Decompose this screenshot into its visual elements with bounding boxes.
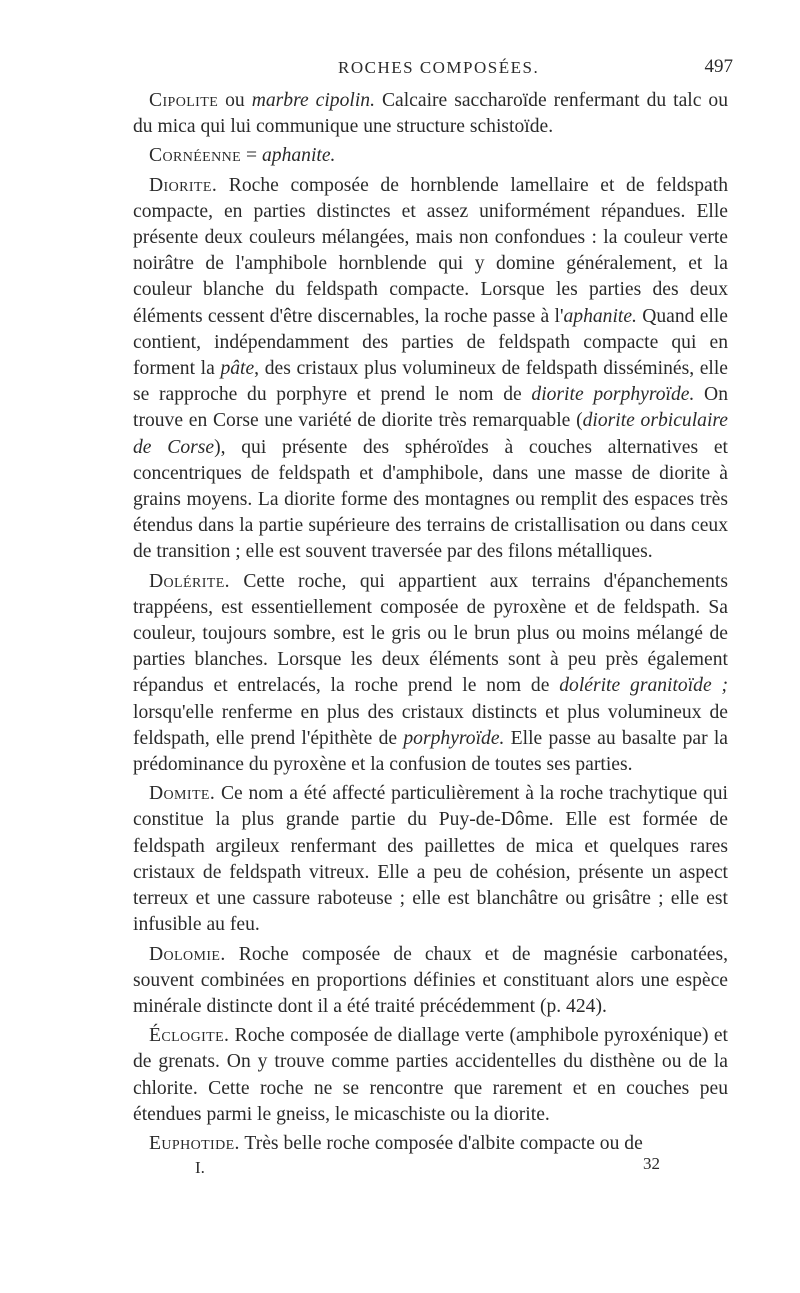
entry-italic-text: pâte	[220, 358, 255, 380]
page-footer	[133, 1154, 728, 1182]
entry-text: , des cristaux plus volumineux de feldspath disséminés, elle se rapproche du porphyre et prend le nom de	[133, 358, 729, 406]
glossary-entry	[133, 569, 728, 779]
entry-italic-text: aphanite.	[563, 305, 637, 327]
entry-italic-text: diorite porphyroïde.	[531, 384, 695, 406]
entry-term: Euphotide.	[149, 1132, 240, 1154]
entry-text: Elle passe au basalte par la prédominance du pyroxène et la confusion de toutes ses parties.	[133, 727, 728, 776]
entry-text: ou	[218, 90, 252, 111]
entry-term: Cornéenne	[149, 145, 242, 167]
entry-text: Ce nom a été affecté particulièrement à la roche trachytique qui constitue la plus grande partie du Puy-de-Dôme. Elle est formée de feldspath argileux renfermant des paillettes de mica et quelques rares cristaux de feldspath vitreux. Elle a peu de cohésion, présente un aspect terreux et une cassure raboteuse ; elle est blanchâtre ou grisâtre ; elle est infusible au feu.	[133, 783, 728, 936]
entry-term: Cipolite	[149, 90, 219, 111]
glossary-entry	[133, 781, 728, 938]
running-head	[133, 58, 733, 84]
entry-term: Dolomie.	[149, 943, 226, 965]
entry-text: ), qui présente des sphéroïdes à couches alternatives et concentriques de feldspath et d'amphibole, dans une masse de diorite à grains moyens. La diorite forme des montagnes ou remplit des espaces très étendus dans la partie supérieure des terrains de cristallisation ou dans ceux de transition ; elle est souvent traversée par des filons métalliques.	[133, 436, 728, 563]
signature-mark: I.	[195, 1158, 205, 1177]
entry-text: =	[241, 145, 262, 167]
glossary-entry	[133, 143, 728, 169]
entry-text: Quand elle contient, indépendamment des parties de feldspath compacte qui en forment la	[133, 305, 728, 380]
entry-text: Cette roche, qui appartient aux terrains d'épanchements trappéens, est essentiellement composée de pyroxène et de feldspath. Sa couleur, toujours sombre, est le gris ou le brun plus ou moins mélangé de parties blanches. Lorsque les deux éléments sont à peu près également répandus et entrelacés, la roche prend le nom de	[133, 570, 728, 697]
glossary-entry	[133, 1023, 728, 1128]
entry-text: Roche composée de diallage verte (amphibole pyroxénique) et de grenats. On y trouve comme parties accidentelles du disthène ou de la chlorite. Cette roche ne se rencontre que rarement et en couches peu étendues parmi le gneiss, le micaschiste ou la diorite.	[133, 1025, 728, 1125]
entry-italic-text: porphyroïde.	[403, 727, 505, 749]
glossary-entry	[133, 942, 728, 1021]
entry-text: Calcaire saccharoïde renfermant du talc ou du mica qui lui communique une structure schistoïde.	[133, 90, 729, 138]
glossary-entry	[133, 1131, 728, 1157]
entry-italic-text: marbre cipolin.	[251, 90, 375, 111]
glossary-entry	[133, 173, 728, 566]
page-number: 497	[704, 56, 733, 77]
entry-term: Diorite.	[149, 174, 218, 196]
entry-italic-text: diorite orbiculaire de Corse	[133, 410, 728, 458]
running-title: ROCHES COMPOSÉES.	[338, 58, 540, 77]
entry-term: Domite.	[149, 783, 216, 805]
entry-italic-text: dolérite granitoïde ;	[559, 675, 729, 697]
entry-text: Roche composée de chaux et de magnésie carbonatées, souvent combinées en proportions définies et constituant alors une espèce minérale distincte dont il a été traité précédemment (p. 424).	[133, 943, 728, 1017]
entry-text: Roche composée de hornblende lamellaire et de feldspath compacte, en parties distinctes et assez uniformément répandues. Elle présente deux couleurs mélangées, mais non confondues : la couleur verte noirâtre de l'amphibole hornblende qui y domine généralement, et la couleur blanche du feldspath compacte. Lorsque les parties des deux éléments cessent d'être discernables, la roche passe à l'	[133, 174, 728, 327]
entry-text: On trouve en Corse une variété de diorite très remarquable (	[133, 384, 729, 432]
entry-term: Éclogite.	[149, 1025, 230, 1047]
glossary-text	[133, 86, 728, 1160]
sheet-number: 32	[643, 1154, 660, 1173]
entry-term: Dolérite.	[149, 570, 230, 592]
glossary-entry	[133, 88, 728, 140]
entry-text: Très belle roche composée d'albite compacte ou de	[239, 1132, 643, 1154]
entry-text: lorsqu'elle renferme en plus des cristaux distincts et plus volumineux de feldspath, elle prend l'épithète de	[133, 701, 728, 749]
entry-italic-text: aphanite.	[261, 145, 336, 167]
